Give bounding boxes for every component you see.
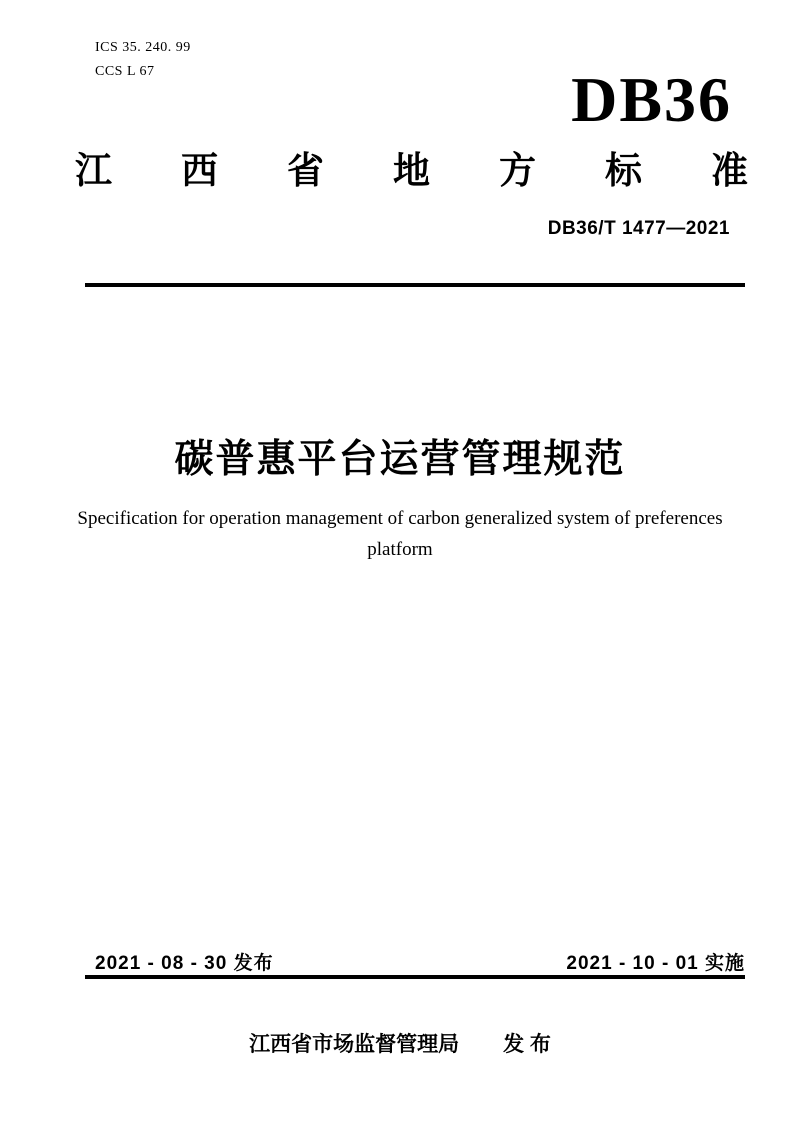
document-title-english-line1: Specification for operation management of carbon generalized system of preferences	[77, 508, 723, 529]
publisher-row	[0, 1028, 800, 1058]
publisher-name: 江西省市场监督管理局	[249, 1033, 460, 1056]
standard-logo: DB36	[571, 64, 732, 135]
header-divider-line	[85, 283, 745, 287]
implementation-date: 2021 - 10 - 01 实施	[566, 953, 745, 974]
standard-name-char: 方	[499, 150, 536, 191]
standard-name-char: 江	[75, 150, 112, 191]
standard-name-char: 地	[393, 150, 430, 191]
ccs-code: CCS L 67	[95, 64, 155, 79]
standard-number: DB36/T 1477—2021	[547, 218, 730, 239]
issue-date: 2021 - 08 - 30 发布	[95, 953, 274, 974]
standard-name-char: 标	[605, 150, 642, 191]
standard-name-char: 准	[711, 150, 748, 191]
date-row	[95, 948, 745, 975]
standard-name-char: 省	[287, 150, 324, 191]
classification-codes	[95, 36, 191, 84]
footer-divider-line	[85, 975, 745, 979]
standard-category-title	[75, 149, 748, 193]
document-title-english	[60, 503, 740, 565]
publish-label: 发 布	[503, 1033, 551, 1056]
ics-code: ICS 35. 240. 99	[95, 40, 191, 55]
document-title-english-line2: platform	[367, 539, 433, 560]
standard-name-char: 西	[181, 150, 218, 191]
document-title-chinese: 碳普惠平台运营管理规范	[174, 438, 626, 481]
